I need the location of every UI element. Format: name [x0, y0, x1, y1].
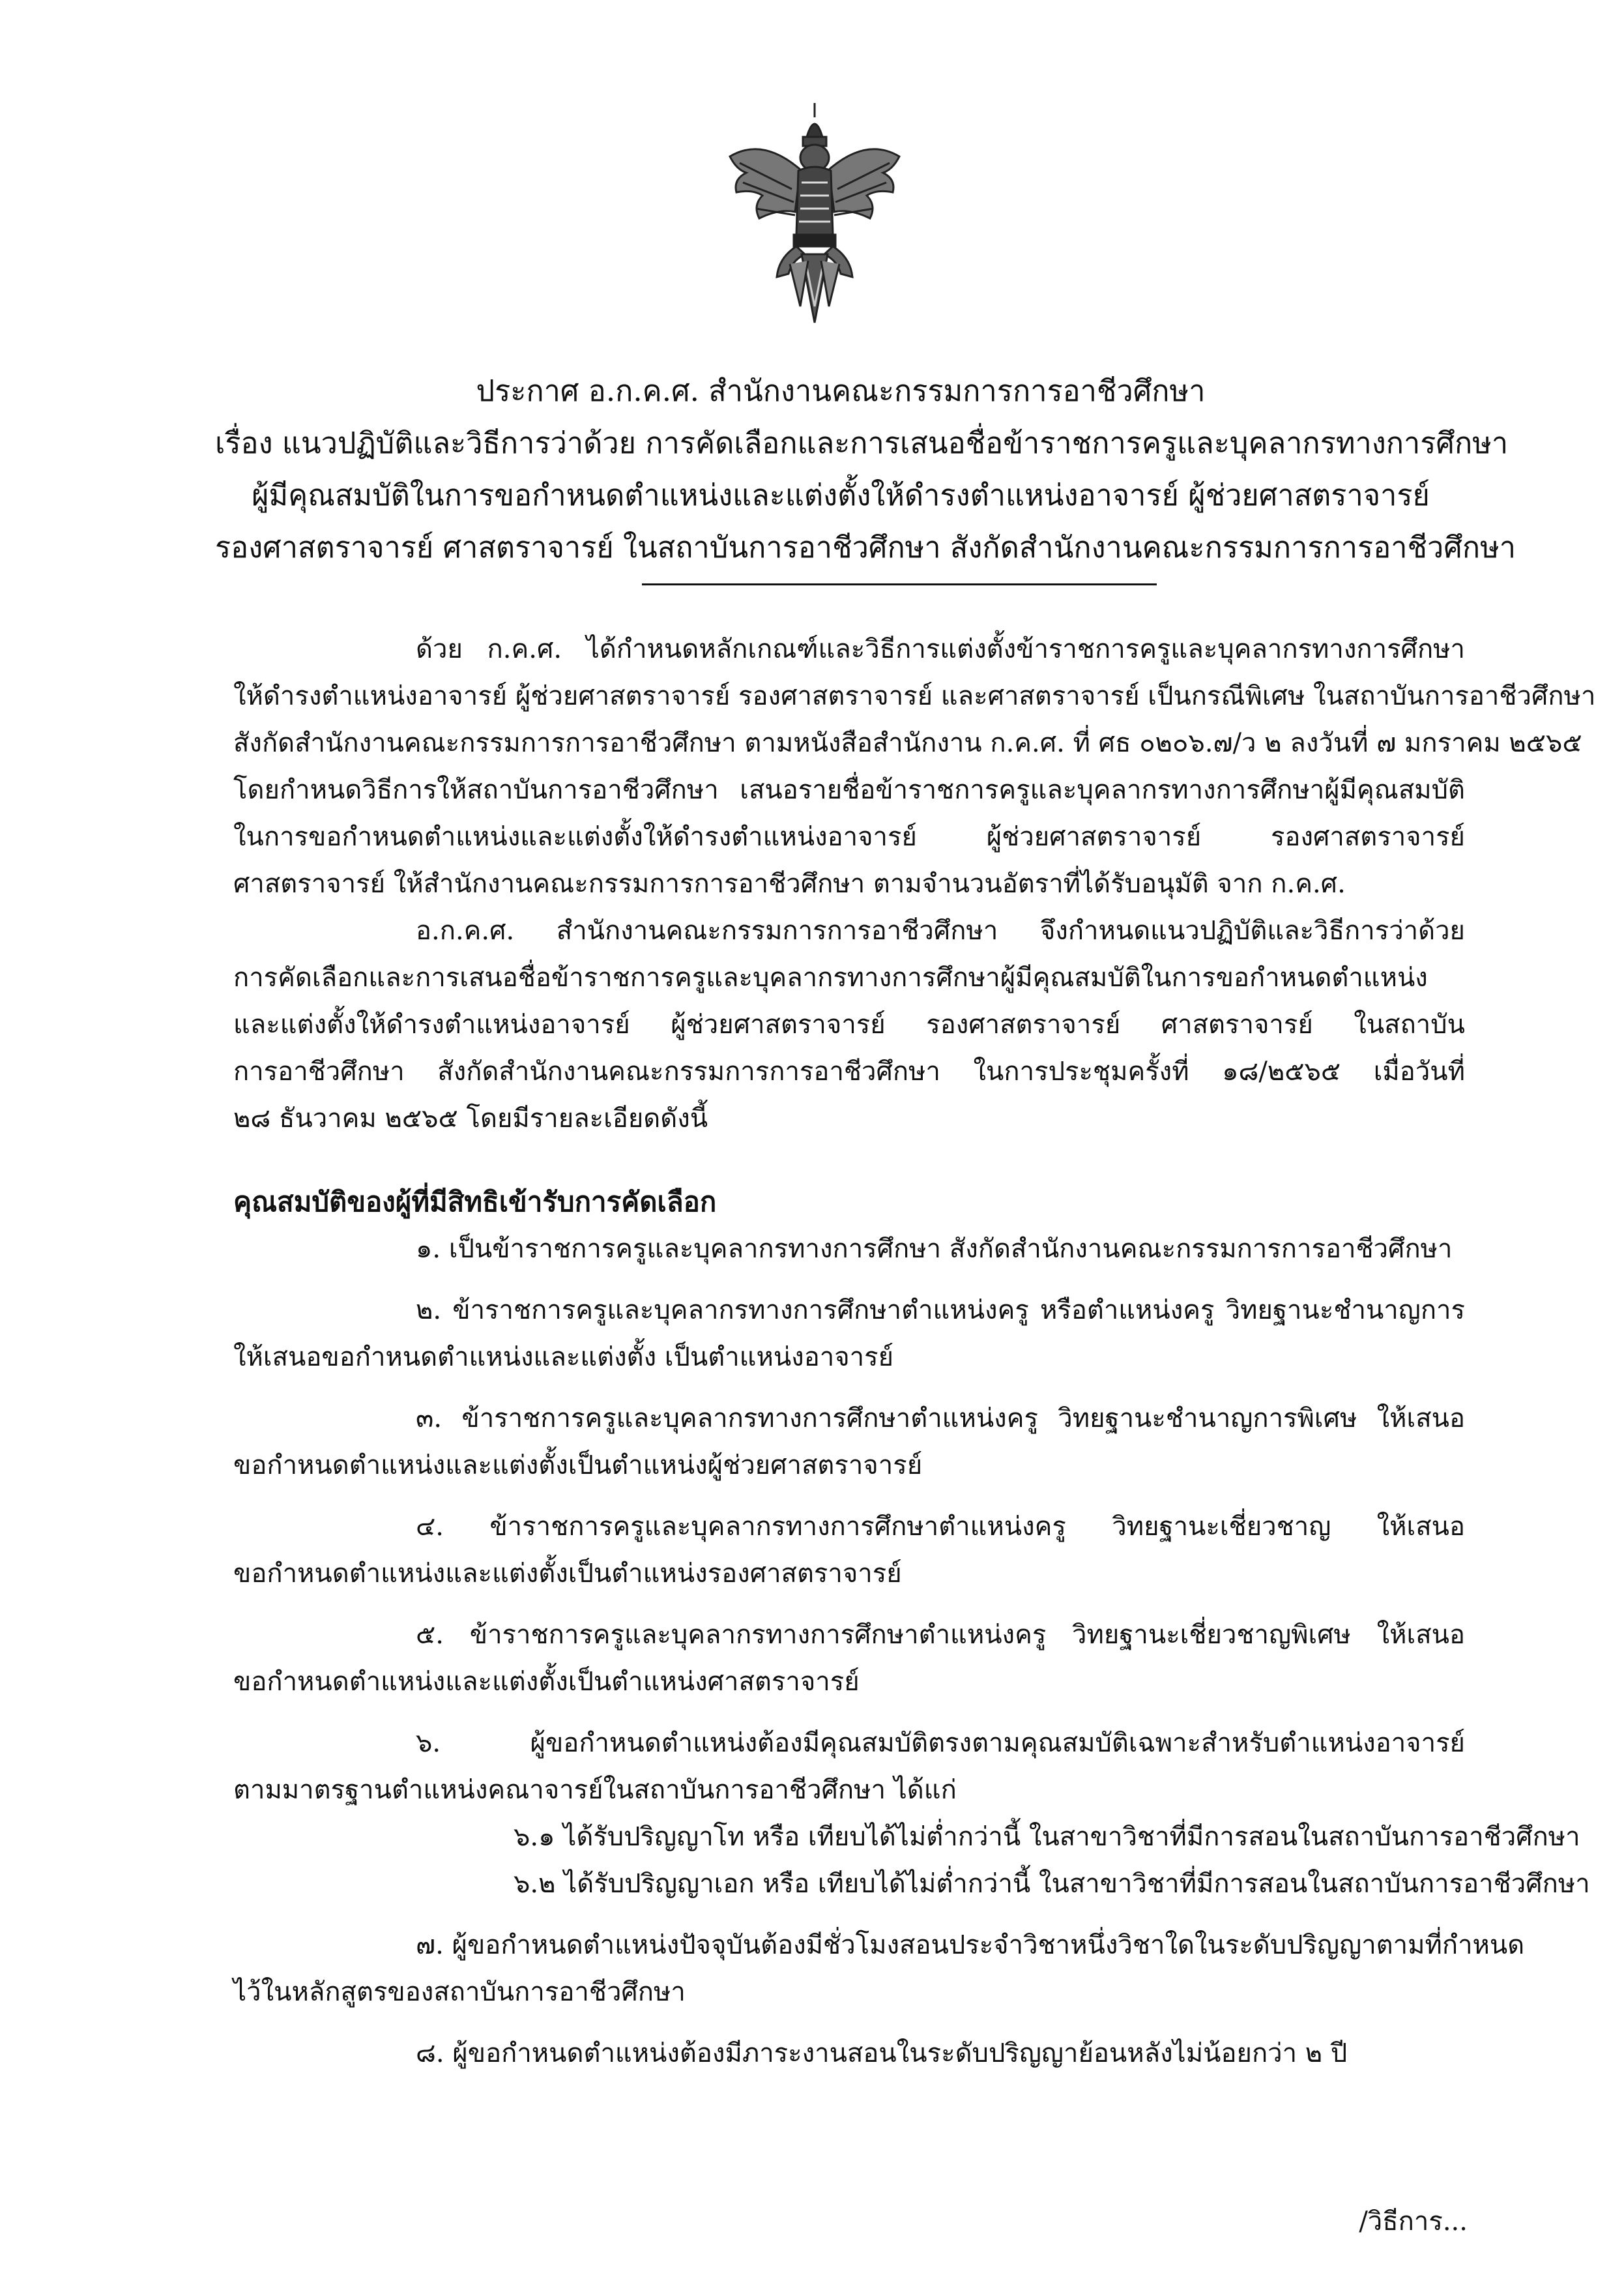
intro-paragraph: [233, 626, 1596, 907]
item-line: ๓. ข้าราชการครูและบุคลากรทางการศึกษาตำแหน่งครู วิทยฐานะชำนาญการพิเศษ ให้เสนอ: [416, 1403, 1465, 1433]
item-line: ๔. ข้าราชการครูและบุคลากรทางการศึกษาตำแหน่งครู วิทยฐานะเชี่ยวชาญ ให้เสนอ: [416, 1512, 1465, 1542]
item-line: ๕. ข้าราชการครูและบุคลากรทางการศึกษาตำแหน่งครู วิทยฐานะเชี่ยวชาญพิเศษ ให้เสนอ: [416, 1620, 1465, 1650]
item-line: ขอกำหนดตำแหน่งและแต่งตั้งเป็นตำแหน่งผู้ช่วยศาสตราจารย์: [233, 1450, 923, 1480]
item-line: ๗. ผู้ขอกำหนดตำแหน่งปัจจุบันต้องมีชั่วโมงสอนประจำวิชาหนึ่งวิชาใดในระดับปริญญาตามที่กำหนด: [416, 1930, 1525, 1960]
paragraph-line: อ.ก.ค.ศ. สำนักงานคณะกรรมการการอาชีวศึกษา จึงกำหนดแนวปฏิบัติและวิธีการว่าด้วย: [416, 916, 1465, 946]
qualifications-list: [233, 1226, 1590, 2091]
paragraph-line: การคัดเลือกและการเสนอชื่อข้าราชการครูและบุคลากรทางการศึกษาผู้มีคุณสมบัติในการขอกำหนดตำแหน่ง: [233, 963, 1428, 993]
paragraph-line: โดยกำหนดวิธีการให้สถาบันการอาชีวศึกษา เสนอรายชื่อข้าราชการครูและบุคลากรทางการศึกษาผู้มีคุณสมบัติ: [233, 775, 1465, 805]
item-line: ขอกำหนดตำแหน่งและแต่งตั้งเป็นตำแหน่งศาสตราจารย์: [233, 1667, 860, 1697]
title-line-3: ผู้มีคุณสมบัติในการขอกำหนดตำแหน่งและแต่งตั้งให้ดำรงตำแหน่งอาจารย์ ผู้ช่วยศาสตราจารย์: [252, 478, 1430, 512]
item-line: ๒. ข้าราชการครูและบุคลากรทางการศึกษาตำแหน่งครู หรือตำแหน่งครู วิทยฐานะชำนาญการ: [416, 1295, 1465, 1325]
item-line: ขอกำหนดตำแหน่งและแต่งตั้งเป็นตำแหน่งรองศาสตราจารย์: [233, 1559, 902, 1589]
sub-item: ๖.๑ ได้รับปริญญาโท หรือ เทียบได้ไม่ต่ำกว่านี้ ในสาขาวิชาที่มีการสอนในสถาบันการอาชีวศึกษา: [514, 1822, 1580, 1852]
title-line-1: ประกาศ อ.ก.ค.ศ. สำนักงานคณะกรรมการการอาชีวศึกษา: [476, 374, 1206, 408]
sub-item: ๖.๒ ได้รับปริญญาเอก หรือ เทียบได้ไม่ต่ำกว่านี้ ในสาขาวิชาที่มีการสอนในสถาบันการอาชีวศึกษา: [514, 1869, 1590, 1899]
item-line: ตามมาตรฐานตำแหน่งคณาจารย์ในสถาบันการอาชีวศึกษา ได้แก่: [233, 1775, 957, 1805]
paragraph-line: ศาสตราจารย์ ให้สำนักงานคณะกรรมการการอาชีวศึกษา ตามจำนวนอัตราที่ได้รับอนุมัติ จาก ก.ค.ศ.: [233, 869, 1346, 899]
list-item: [233, 1611, 1465, 1705]
list-item: [233, 2030, 1465, 2077]
item-line: ๘. ผู้ขอกำหนดตำแหน่งต้องมีภาระงานสอนในระดับปริญญาย้อนหลังไม่น้อยกว่า ๒ ปี: [416, 2038, 1348, 2068]
list-item: [233, 1395, 1465, 1489]
item-line: ไว้ในหลักสูตรของสถาบันการอาชีวศึกษา: [233, 1977, 686, 2007]
paragraph-line: ด้วย ก.ค.ศ. ได้กำหนดหลักเกณฑ์และวิธีการแต่งตั้งข้าราชการครูและบุคลากรทางการศึกษา: [416, 634, 1465, 664]
item-line: ๑. เป็นข้าราชการครูและบุคลากรทางการศึกษา สังกัดสำนักงานคณะกรรมการการอาชีวศึกษา: [416, 1234, 1453, 1264]
title-line-4: รองศาสตราจารย์ ศาสตราจารย์ ในสถาบันการอาชีวศึกษา สังกัดสำนักงานคณะกรรมการการอาชีวศึกษา: [215, 530, 1516, 565]
paragraph-line: ในการขอกำหนดตำแหน่งและแต่งตั้งให้ดำรงตำแหน่งอาจารย์ ผู้ช่วยศาสตราจารย์ รองศาสตราจารย์: [233, 822, 1465, 852]
paragraph-line: สังกัดสำนักงานคณะกรรมการการอาชีวศึกษา ตามหนังสือสำนักงาน ก.ค.ศ. ที่ ศธ ๐๒๐๖.๗/ว ๒ ลงวันที่ ๗ มกราคม ๒๕๖๕: [233, 728, 1582, 758]
paragraph-line: และแต่งตั้งให้ดำรงตำแหน่งอาจารย์ ผู้ช่วยศาสตราจารย์ รองศาสตราจารย์ ศาสตราจารย์ ในสถาบัน: [233, 1010, 1465, 1040]
list-item: [233, 1226, 1465, 1272]
continuation-marker: /วิธีการ...: [1359, 2207, 1468, 2237]
item-line: ๖. ผู้ขอกำหนดตำแหน่งต้องมีคุณสมบัติตรงตามคุณสมบัติเฉพาะสำหรับตำแหน่งอาจารย์: [416, 1728, 1465, 1758]
title-line-2: เรื่อง แนวปฏิบัติและวิธีการว่าด้วย การคัดเลือกและการเสนอชื่อข้าราชการครูและบุคลากรทางการศึกษา: [215, 426, 1509, 460]
title-divider: [642, 583, 1157, 585]
qualifications-heading: คุณสมบัติของผู้ที่มีสิทธิเข้ารับการคัดเลือก: [233, 1186, 717, 1218]
paragraph-line: ๒๘ ธันวาคม ๒๕๖๕ โดยมีรายละเอียดดังนี้: [233, 1104, 708, 1134]
item-line: ให้เสนอขอกำหนดตำแหน่งและแต่งตั้ง เป็นตำแหน่งอาจารย์: [233, 1342, 894, 1372]
announcement-title: [215, 365, 1516, 574]
paragraph-line: การอาชีวศึกษา สังกัดสำนักงานคณะกรรมการการอาชีวศึกษา ในการประชุมครั้งที่ ๑๘/๒๕๖๕ เมื่อวันที่: [233, 1057, 1465, 1087]
paragraph-line: ให้ดำรงตำแหน่งอาจารย์ ผู้ช่วยศาสตราจารย์ รองศาสตราจารย์ และศาสตราจารย์ เป็นกรณีพิเศษ ในสถาบันการอาชีวศึกษา: [233, 681, 1596, 711]
list-item: [233, 1503, 1465, 1597]
list-item: [233, 1922, 1525, 2016]
resolution-paragraph: [233, 907, 1465, 1142]
list-item: [233, 1720, 1590, 1907]
garuda-emblem-icon: [717, 98, 912, 332]
list-item: [233, 1287, 1465, 1381]
